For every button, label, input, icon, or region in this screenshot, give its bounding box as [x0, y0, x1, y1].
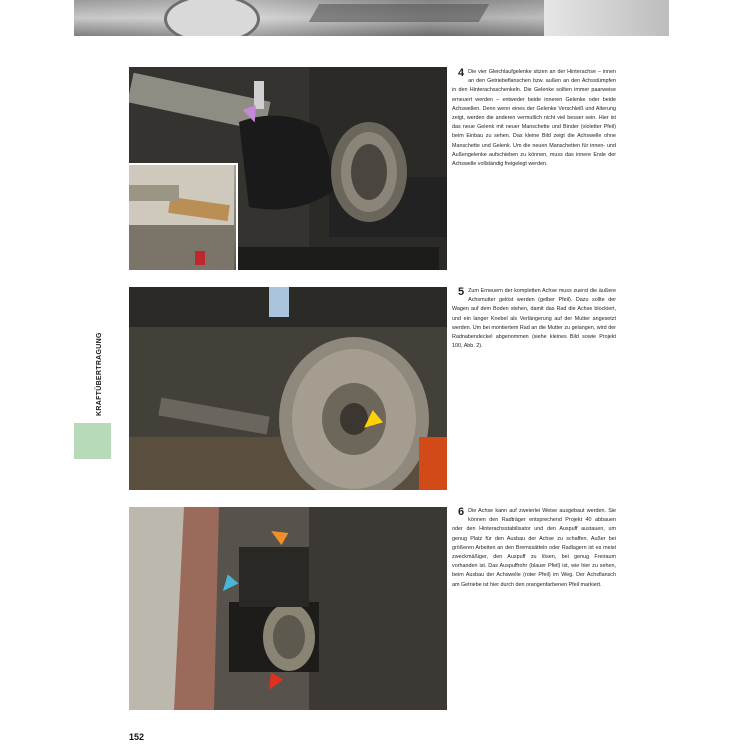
step-text: Zum Erneuern der kompletten Achse muss zuerst die äußere Achsmutter gelöst werden (gelber Pfeil). Dazu sollte der Wagen auf dem Boden stehen, damit das Rad die Achse blockiert, und ein langer Knebel als Verlängerung auf der Mutter angesetzt werden. Um bei montiertem Rad an die Mutter zu gelangen, wird der Radnabendeckel abgenommen (siehe kleines Bild sowie Projekt 100, Abb. 2).: [452, 288, 616, 350]
section-tab: [74, 423, 111, 459]
step-5: [452, 287, 616, 351]
step-6: [452, 507, 616, 590]
photo-brake-disc-illustration: [129, 287, 447, 490]
step-text: Die vier Gleichlaufgelenke sitzen an der Hinterachse – innen an den Getriebeflanschen bzw. außen an den Achsstümpfen in den Hinterachsschenkeln. Die Gelenke sollten immer paarweise erneuert werden – entweder beide inneren Gelenke oder beide Achswellen. Denn wenn eines der Gelenke Verschleiß und Alterung zeigt, werden die anderen vermutlich nicht viel besser sein. Hier ist das neue Gelenk mit neuer Manschette und Binder (violetter Pfeil) beim Einbau zu sehen. Das kleine Bild zeigt die Achswelle ohne Manschette und Gelenk. Um die neuen Manschetten für innen- und Außengelenke aufschieben zu können, muss das innere Ende der Achswelle vollständig freigelegt werden.: [452, 69, 616, 168]
step-text: Die Achse kann auf zweierlei Weise ausgebaut werden. Sie können den Radträger entsprechend Projekt 40 abbauen oder den Hinterachsstabilisator und den Auspuff austauen, um genug Platz für den Ausbau der Achse zu schaffen. Außer bei größeren Arbeiten an den Bremssätteln oder Radlagern ist es meist zweckmäßiger, den Auspuff zu lösen, bei genug Freiraum vorhanden ist. Das Auspuffrohr (blauer Pfeil) ist, wie hier zu sehen, beim Ausbau der Achswelle (roter Pfeil) im Weg. Der Achsflansch am Getriebe ist hier durch den orangenfarbenen Pfeil markiert.: [452, 508, 616, 588]
step-4: [452, 68, 616, 169]
header-photo: [74, 0, 669, 36]
page-number: 152: [129, 732, 145, 742]
photo-brake-disc: [129, 287, 447, 490]
step-number: 6: [458, 506, 465, 518]
header-photo-detail: [309, 4, 489, 22]
photo-inset-illustration: [129, 165, 234, 270]
step-number: 5: [458, 286, 465, 298]
step-number: 4: [458, 67, 465, 79]
header-photo-detail: [544, 0, 669, 36]
photo-axle-exhaust: [129, 507, 447, 710]
photo-axle-exhaust-illustration: [129, 507, 447, 710]
header-photo-detail: [164, 0, 260, 36]
photo-cv-joint-inset: [129, 163, 238, 270]
photo-cv-joint: [129, 67, 447, 270]
section-label: KRAFTÜBERTRAGUNG: [96, 332, 103, 416]
